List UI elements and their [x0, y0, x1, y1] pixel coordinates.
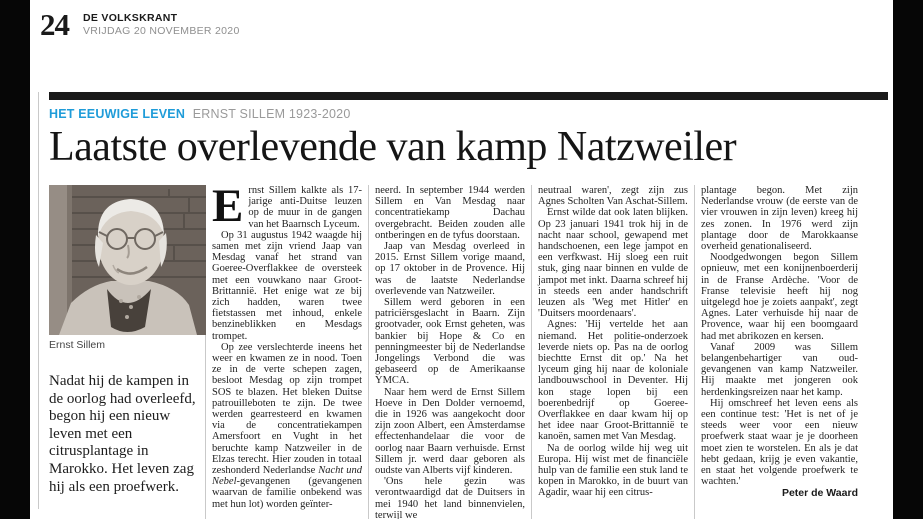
body-paragraph: Ernst wilde dat ook laten blijken. Op 23 januari 1941 trok hij in de nacht naar school, gewapend met handschoenen, een lege jampot en een verfkwast. Hij sloeg een ruit stuk, ging naar binnen en vulde de jampot met inkt. Daarna schreef hij in steeds een ander handschrift leuzen als 'Weg met Hitler' en 'Duitsers moordenaars'. — [538, 207, 688, 320]
body-paragraph: Ernst Sillem kalkte als 17-jarige anti-Duitse leuzen op de muur in de gangen van het Baarnsch Lyceum. — [212, 180, 362, 232]
kicker-line — [49, 107, 888, 122]
body-paragraph: Jaap van Mesdag overleed in 2015. Ernst Sillem vorige maand, op 17 oktober in de Provence. Hij was de laatste Nederlandse overlevende van Natzweiler. — [375, 241, 525, 297]
obituary-article — [38, 92, 888, 519]
body-paragraph: Na de oorlog wilde hij weg uit Europa. Hij wist met de financiële hulp van de familie een stuk land te kopen in Marokko, in de buurt van Agadir, waar hij een citrus- — [538, 442, 688, 499]
body-paragraph: neerd. In september 1944 werden Sillem en Van Mesdag naar concentratiekamp Dachau overgebracht. Beiden zouden alle ontberingen en de tyfus doorstaan. — [375, 185, 525, 241]
text-column — [701, 185, 858, 519]
body-paragraph: Naar hem werd de Ernst Sillem Hoeve in Den Dolder vernoemd, die in 1926 was aangekocht door zijn zoon Albert, een Amsterdamse effectenhandelaar die voor de oorlog naar Baarn verhuisde. Ernst Sillem jr. werd daar geboren als oudste van Alberts vijf kinderen. — [375, 386, 525, 477]
text-column — [212, 180, 369, 519]
body-paragraph: Hij omschreef het leven eens als een continue test: 'Het is net of je steeds weer voor een nieuw proefwerk staat waar je je doorheen moet zien te worstelen. En als je dat hebt gedaan, krijg je even vakantie, en staat het volgende proefwerk te wachten.' — [701, 397, 858, 488]
ernst-sillem-photo — [49, 185, 206, 335]
pull-quote: Nadat hij de kampen in de oorlog had overleefd, begon hij een nieuw leven met een citrusplantage in Marokko. Het leven zag hij als een proefwerk. — [49, 373, 196, 495]
body-paragraph: Op zee verslechterde ineens het weer en kwamen ze in nood. Toen ze in de verte schepen zagen, besloot Mesdag op zijn trompet SOS te blazen. Het bleken Duitse patrouilleboten te zijn. De twee werden gearresteerd en kwamen via de concentratiekampen Amersfoort en Vught in het beruchte kamp Natzweiler in de Elzas terecht. Hier zouden in totaal zeshonderd Nederlandse Nacht und Nebel-gevangenen (gevangenen waarvan de familie onbekend was met hun lot) worden geïnter- — [212, 341, 362, 510]
paper-header — [40, 9, 240, 40]
section-top-bar — [49, 92, 888, 100]
body-paragraph: Sillem werd geboren in een patriciërsgeslacht in Baarn. Zijn grootvader, ook Ernst geheten, was bankier bij Hope & Co en penningmeester bij de Nederlandse Jongelings Verbond die was gebaseerd op de Amerikaanse YMCA. — [375, 297, 525, 387]
newspaper-page — [30, 0, 893, 519]
text-column — [538, 185, 695, 519]
page-number: 24 — [40, 7, 69, 42]
body-paragraph: Op 31 augustus 1942 waagde hij samen met zijn vriend Jaap van Mesdag vanaf het strand van Goeree-Overflakkee de oversteek met een vouwkano naar Groot-Brittannië. Het enige wat ze bij zich hadden, waren twee fietstassen met inhoud, enkele benzineblikken en Mesdags trompet. — [212, 229, 362, 342]
body-paragraph: plantage begon. Met zijn Nederlandse vrouw (de eerste van de vier vrouwen in zijn leven) kreeg hij zes zonen. In 1976 werd zijn plantage door de Marokkaanse overheid genationaliseerd. — [701, 185, 858, 253]
drop-cap: E — [212, 180, 244, 232]
headline: Laatste overlevende van kamp Natzweiler — [49, 124, 737, 170]
text-column — [375, 185, 532, 519]
masthead: DE VOLKSKRANT — [83, 12, 178, 24]
body-paragraph: neutraal waren', zegt zijn zus Agnes Scholten Van Aschat-Sillem. — [538, 185, 688, 208]
body-paragraph: Vanaf 2009 was Sillem belangenbehartiger van oud-gevangenen van kamp Natzweiler. Hij maakte met jongeren ook herdenkingsreizen naar het kamp. — [701, 341, 858, 398]
body-paragraph: 'Ons hele gezin was verontwaardigd dat de Duitsers in mei 1940 het land binnenvielen, terwijl we — [375, 476, 525, 519]
issue-date: VRIJDAG 20 NOVEMBER 2020 — [83, 25, 240, 37]
photo-column — [49, 185, 206, 519]
photo-caption: Ernst Sillem — [49, 339, 106, 351]
byline: Peter de Waard — [781, 487, 858, 500]
portrait-photo-illustration — [49, 185, 206, 335]
masthead-block — [83, 9, 240, 38]
kicker-subject: ERNST SILLEM 1923-2020 — [192, 107, 351, 121]
kicker: HET EEUWIGE LEVEN — [49, 107, 186, 121]
body-paragraph: Noodgedwongen begon Sillem opnieuw, met een konijnenboerderij in de Franse Ardèche. 'Voor de Franse televisie heeft hij nog uitgelegd hoe je zoiets aanpakt', zegt Agnes. Later verhuisde hij naar de Provence, waar hij een boomgaard had met abrikozen en kersen. — [701, 252, 858, 342]
body-paragraph: Agnes: 'Hij vertelde het aan niemand. Het politie-onderzoek leverde niets op. Pas na de oorlog biechtte Ernst dit op.' Na het lyceum ging hij naar de koloniale landbouwschool in Deventer. Hij kon stage lopen bij een boerenbedrijf op Goeree-Overflakkee en daar kwam hij op het idee naar Groot-Brittannië te kanoën, samen met Van Mesdag. — [538, 319, 688, 443]
article-body — [49, 180, 888, 519]
